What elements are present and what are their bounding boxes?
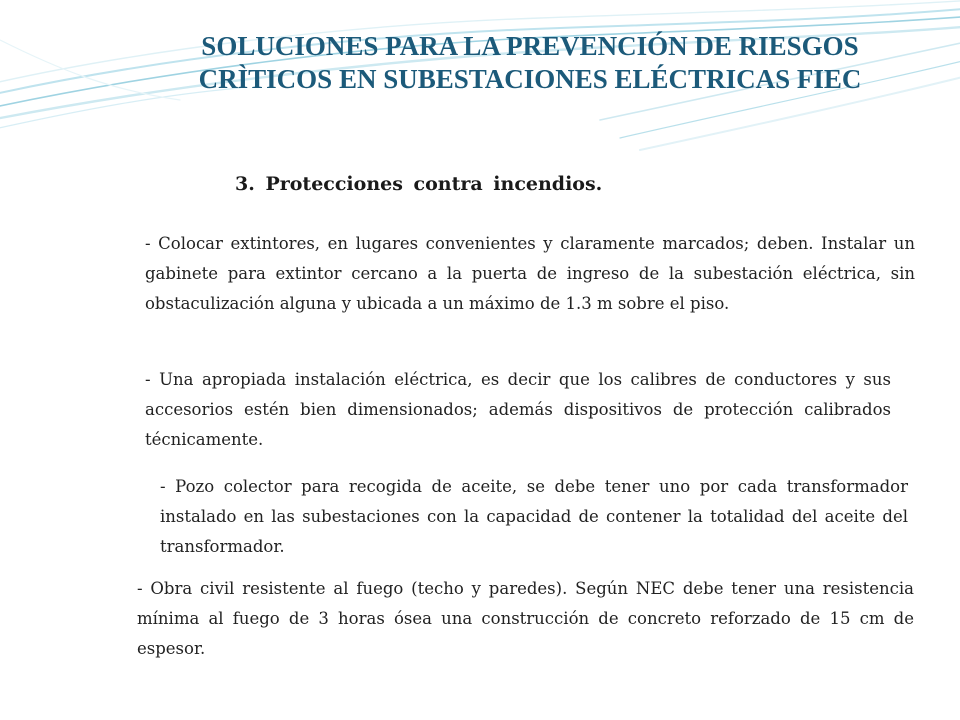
paragraph-instalacion-electrica: - Una apropiada instalación eléctrica, es decir que los calibres de conductores y sus accesorios estén bien dimensionados; además dispositivos de protección calibrados técnicamente.: [145, 370, 891, 449]
paragraph-pozo-colector: - Pozo colector para recogida de aceite, se debe tener uno por cada transformador instalado en las subestaciones con la capacidad de contener la totalidad del aceite del transformador.: [160, 477, 908, 556]
section-heading: 3. Protecciones contra incendios.: [235, 173, 603, 195]
paragraph-extintores: - Colocar extintores, en lugares convenientes y claramente marcados; deben. Instalar un gabinete para extintor cercano a la puerta de ingreso de la subestación eléctrica, sin obstaculización alguna y ubicada a un máximo de 1.3 m sobre el piso.: [145, 234, 915, 313]
slide-title: SOLUCIONES PARA LA PREVENCIÓN DE RIESGOS CRÌTICOS EN SUBESTACIONES ELÉCTRICAS FIEC: [198, 31, 862, 94]
paragraph-obra-civil: - Obra civil resistente al fuego (techo y paredes). Según NEC debe tener una resistencia mínima al fuego de 3 horas ósea una construcción de concreto reforzado de 15 cm de espesor.: [137, 579, 914, 658]
